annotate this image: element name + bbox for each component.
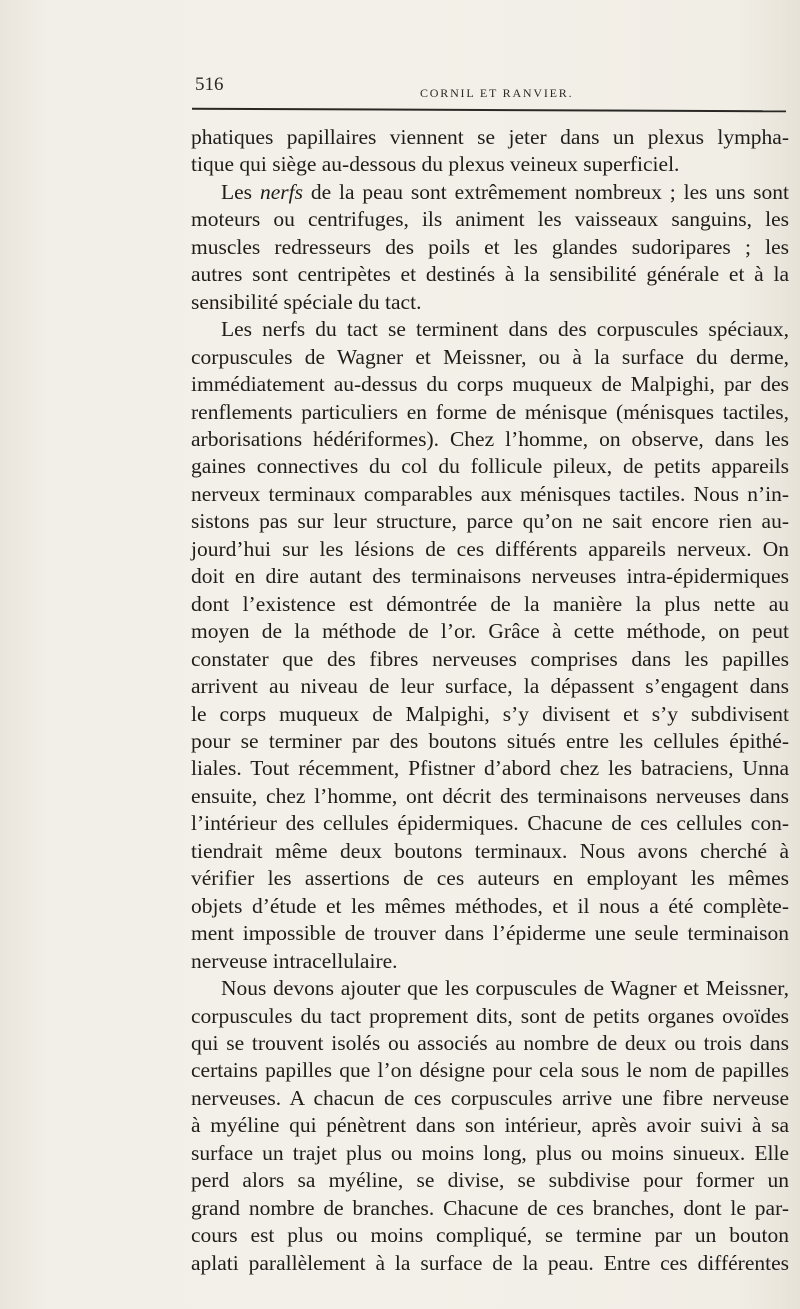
text-line: gaines connectives du col du follicule pileux, de petits appareils	[191, 454, 789, 479]
text-line: grand nombre de branches. Chacune de ces branches, dont le par-	[191, 1195, 789, 1220]
text-line: Nous devons ajouter que les corpuscules de Wagner et Meissner,	[221, 976, 789, 1001]
header-rule	[192, 108, 786, 113]
text-line: immédiatement au-dessus du corps muqueux de Malpighi, par des	[191, 372, 789, 397]
text-line: surface un trajet plus ou moins long, plus ou moins sinueux. Elle	[191, 1140, 789, 1165]
text-line: nerveuses. A chacun de ces corpuscules arrive une fibre nerveuse	[191, 1085, 789, 1110]
text-line: certains papilles que l’on désigne pour cela sous le nom de papilles	[191, 1058, 789, 1083]
page-number: 516	[195, 74, 224, 95]
text-line: sensibilité spéciale du tact.	[191, 289, 422, 314]
text-line: tiendrait même deux boutons terminaux. Nous avons cherché à	[191, 838, 789, 863]
text-line: corpuscules du tact proprement dits, sont de petits organes ovoïdes	[191, 1003, 789, 1028]
italic-term: nerfs	[259, 179, 303, 204]
paragraph-2	[191, 179, 789, 316]
text-line: arborisations hédériformes). Chez l’homme, on observe, dans les	[191, 426, 789, 451]
text-line: ment impossible de trouver dans l’épiderme une seule terminaison	[191, 921, 789, 946]
paragraph-1	[191, 124, 789, 179]
text-line: nerveux terminaux comparables aux ménisques tactiles. Nous n’in-	[191, 481, 789, 506]
text-line: l’intérieur des cellules épidermiques. Chacune de ces cellules con-	[191, 811, 789, 836]
text-line: phatiques papillaires viennent se jeter dans un plexus lympha-	[191, 125, 789, 149]
text-line: cours est plus ou moins compliqué, se termine par un bouton	[191, 1223, 789, 1248]
text-line: ensuite, chez l’homme, ont décrit des terminaisons nerveuses dans	[191, 783, 789, 808]
text-line: liales. Tout récemment, Pfistner d’abord chez les batraciens, Unna	[191, 756, 789, 781]
text-line: autres sont centripètes et destinés à la sensibilité générale et à la	[191, 262, 789, 287]
text-line: renflements particuliers en forme de ménisque (ménisques tactiles,	[191, 399, 789, 424]
text-line: moteurs ou centrifuges, ils animent les vaisseaux sanguins, les	[191, 207, 789, 232]
text-line: sistons pas sur leur structure, parce qu’on ne sait encore rien au-	[191, 509, 789, 534]
page-header	[195, 74, 785, 104]
text-line: à myéline qui pénètrent dans son intérieur, après avoir suivi à sa	[191, 1113, 789, 1138]
text-line: qui se trouvent isolés ou associés au nombre de deux ou trois dans	[191, 1030, 789, 1055]
text-line: le corps muqueux de Malpighi, s’y divisent et s’y subdivisent	[191, 701, 789, 726]
text-line: Les nerfs du tact se terminent dans des corpuscules spéciaux,	[221, 317, 789, 342]
text-line-lead	[191, 179, 789, 206]
text-line: dont l’existence est démontrée de la manière la plus nette au	[191, 591, 789, 616]
text-line: arrivent au niveau de leur surface, la dépassent s’engagent dans	[191, 674, 789, 699]
text-line: perd alors sa myéline, se divise, se subdivise pour former un	[191, 1168, 789, 1193]
running-head: CORNIL ET RANVIER.	[420, 86, 574, 100]
lead-text: Les	[221, 179, 260, 204]
text-line: constater que des fibres nerveuses comprises dans les papilles	[191, 646, 789, 671]
paragraph-3	[191, 316, 789, 975]
text-line: corpuscules de Wagner et Meissner, ou à la surface du derme,	[191, 344, 789, 369]
text-line: objets d’étude et les mêmes méthodes, et il nous a été complète-	[191, 893, 789, 918]
text-line: pour se terminer par des boutons situés entre les cellules épithé-	[191, 728, 789, 753]
text-line: moyen de la méthode de l’or. Grâce à cette méthode, on peut	[191, 619, 789, 644]
text-line: tique qui siège au-dessous du plexus veineux superficiel.	[191, 152, 680, 177]
body-text	[191, 124, 789, 1277]
text-line: jourd’hui sur les lésions de ces différents appareils nerveux. On	[191, 536, 789, 561]
text-line: vérifier les assertions de ces auteurs en employant les mêmes	[191, 866, 789, 891]
text-line: nerveuse intracellulaire.	[191, 948, 398, 973]
lead-rest: de la peau sont extrêmement nombreux ; les uns sont	[302, 179, 789, 204]
text-line: aplati parallèlement à la surface de la peau. Entre ces différentes	[191, 1250, 789, 1275]
paragraph-4	[191, 975, 789, 1277]
text-line: muscles redresseurs des poils et les glandes sudoripares ; les	[191, 234, 789, 259]
text-line: doit en dire autant des terminaisons nerveuses intra-épidermiques	[191, 564, 789, 589]
